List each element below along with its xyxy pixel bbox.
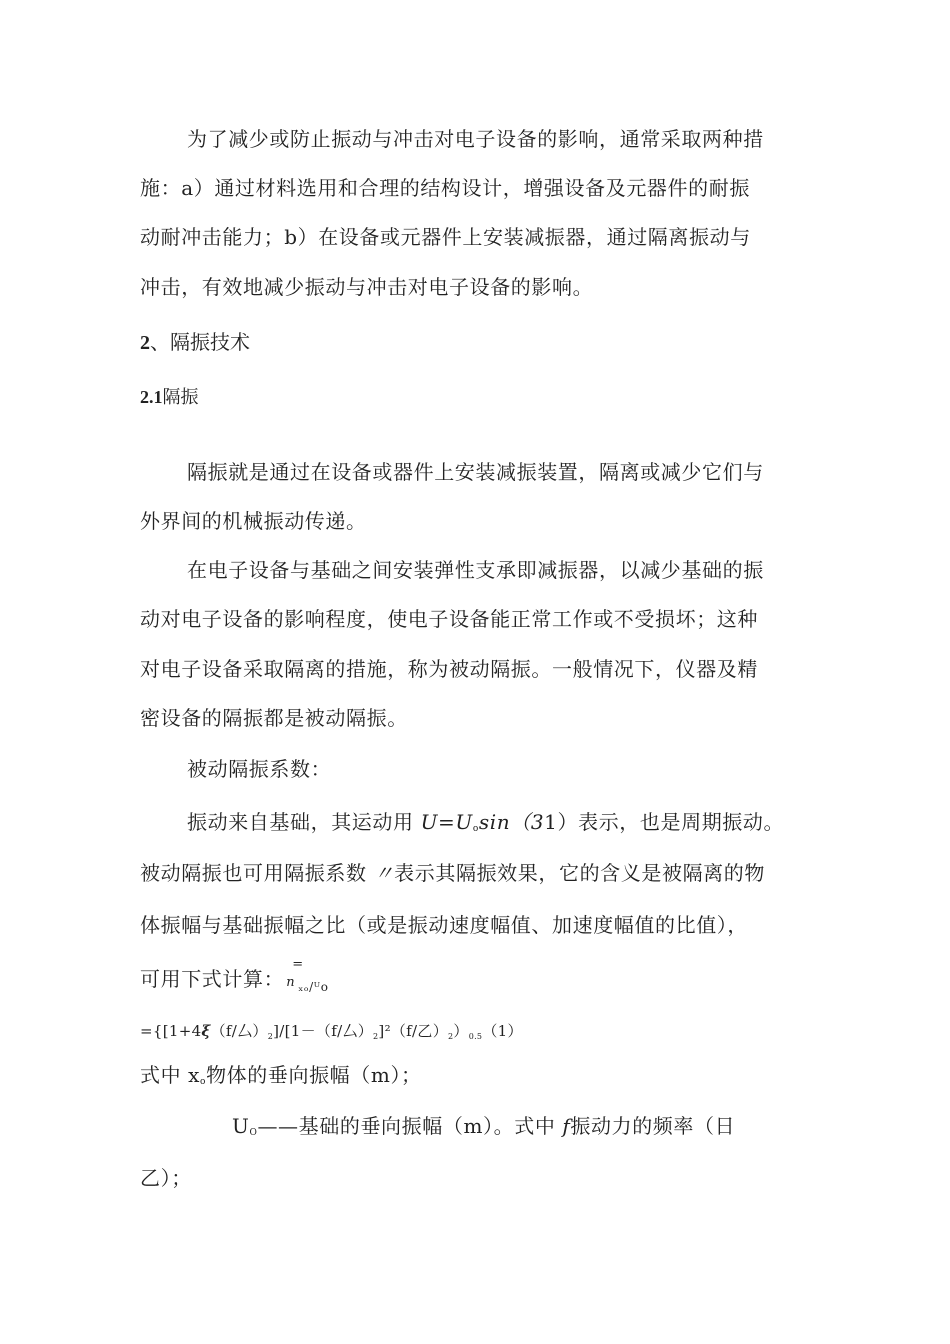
math-sub: o [472,824,479,834]
subsection-title: 隔振 [162,387,199,408]
paragraph-line: 在电子设备与基础之间安装弹性支承即减振器，以减少基础的振 [187,558,764,582]
paragraph-line: 体振幅与基础振幅之比（或是振动速度幅值、加速度幅值的比值）， [140,913,748,937]
definition-line [140,1063,422,1094]
section-title: 、隔振技术 [150,330,250,354]
section-number: 2 [140,332,150,354]
text-run: 可用下式计算： [140,967,285,991]
definition-line: 乙）； [140,1166,192,1190]
math-var: U [232,1114,250,1138]
definition-line [232,1114,735,1145]
text-run: 物体的垂向振幅（m）； [206,1063,422,1087]
text-run: 1）表示，也是周期振动。 [544,810,785,834]
subsection-number: 2.1 [140,387,163,407]
paragraph-line: 外界间的机械振动传递。 [140,509,367,533]
math-sub: o [200,1077,207,1087]
math-var: U [420,810,439,834]
formula-sub: 0.5 [468,1032,483,1041]
math-op: = [438,810,456,834]
math-var: U [455,810,473,834]
subsection-heading [140,385,199,410]
paragraph-line [140,956,354,994]
formula-part: ） [453,1022,469,1040]
formula-part: ={[1+4 [140,1022,202,1040]
paragraph-line: 被动隔振系数： [187,757,332,781]
eta-formula [284,956,354,994]
text-run: 振动来自基础，其运动用 [187,810,421,834]
formula-sub: 2 [267,1032,274,1041]
math-var: f [562,1114,571,1138]
math-var: ξ [201,1022,211,1040]
paragraph-line: 密设备的隔振都是被动隔振。 [140,706,408,730]
paragraph-line: 隔振就是通过在设备或器件上安装减振装置，隔离或减少它们与 [187,460,764,484]
paragraph-line: 对电子设备采取隔离的措施，称为被动隔振。一般情况下，仪器及精 [140,657,758,681]
text-run: 被动隔振也可用隔振系数 [140,861,374,885]
text-run: ——基础的垂向振幅（m）。式中 [257,1114,563,1138]
text-run: 振动力的频率（日 [570,1114,736,1138]
formula-part: ]²（f/乙） [378,1022,448,1040]
paragraph-line: 动耐冲击能力；b）在设备或元器件上安装减振器，通过隔离振动与 [140,225,751,249]
formula-part: （f/厶） [210,1022,268,1040]
math-sub: O [249,1128,258,1138]
formula-part: ]/[1－（f/厶） [273,1022,374,1040]
math-var: 〃 [373,861,395,885]
math-func: sin [478,810,511,834]
text-run: 式中 x [140,1063,201,1087]
math-arg: （3 [510,810,545,834]
text-run: 表示其隔振效果，它的含义是被隔离的物 [394,861,765,885]
paragraph-line: 冲击，有效地减少振动与冲击对电子设备的影响。 [140,275,594,299]
paragraph-line [140,861,765,885]
formula-sub: 2 [448,1032,454,1041]
formula-part: （1） [482,1022,523,1040]
paragraph-line: 施：a）通过材料选用和合理的结构设计，增强设备及元器件的耐振 [140,176,750,200]
math-var: n [286,974,296,990]
section-heading [140,330,250,355]
math-ratio: ₓₒ/ᵁo [298,979,329,994]
formula-sub: 2 [373,1032,379,1041]
paragraph-line [187,810,784,841]
paragraph-line: 为了减少或防止振动与冲击对电子设备的影响，通常采取两种措 [187,127,764,151]
formula-line [140,1021,523,1047]
math-op: = [292,956,304,972]
paragraph-line: 动对电子设备的影响程度，使电子设备能正常工作或不受损坏；这种 [140,607,758,631]
